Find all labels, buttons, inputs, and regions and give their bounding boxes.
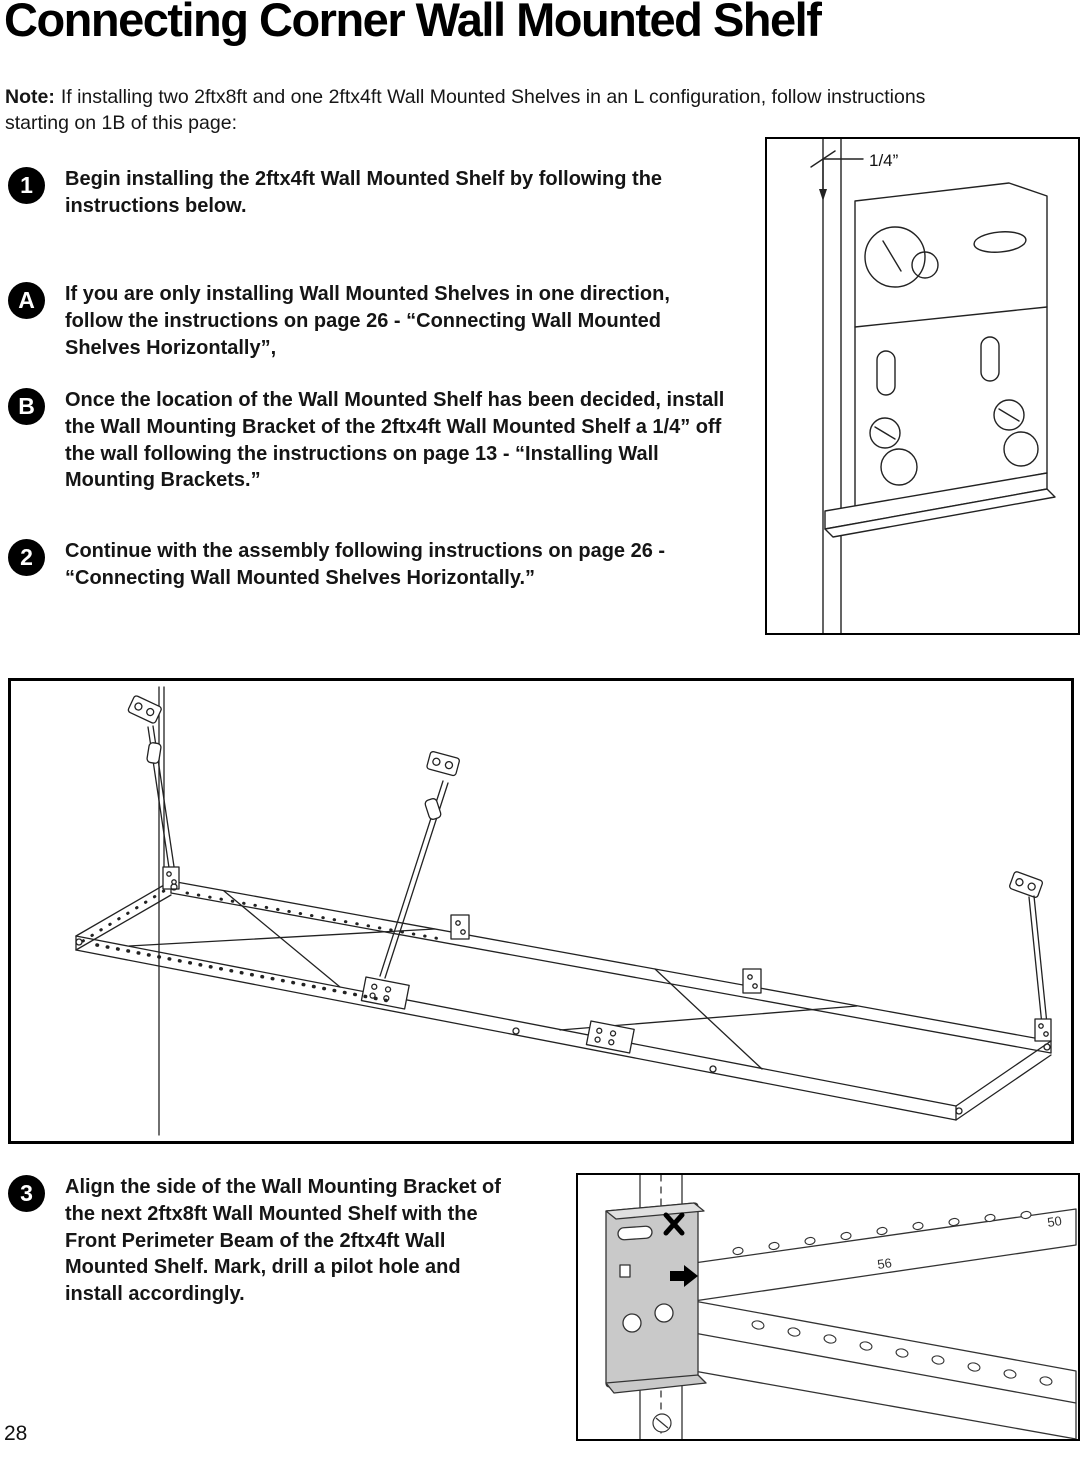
wall-anchor-bracket — [1009, 871, 1043, 898]
wire-attachment-tab — [451, 915, 469, 939]
wall-anchor-bracket — [426, 751, 460, 776]
corner-joint-figure — [576, 1173, 1080, 1441]
front-beam — [76, 950, 956, 1120]
hole-row — [83, 889, 167, 941]
step-b — [8, 387, 725, 494]
joint-plate — [361, 977, 409, 1009]
wall-anchor-bracket — [127, 695, 162, 724]
note-label: Note: — [5, 86, 55, 108]
bracket-plate — [855, 183, 1047, 509]
corner-screw — [76, 939, 82, 945]
bracket-detail-figure — [765, 137, 1080, 635]
step-3 — [8, 1174, 520, 1308]
hole-row — [97, 945, 389, 1001]
hole-row — [187, 893, 441, 939]
part-number-label: 56 — [876, 1255, 893, 1272]
step-2-badge: 2 — [8, 539, 45, 576]
bolt — [513, 1028, 519, 1034]
bracket-slot — [618, 1226, 653, 1240]
step-a-text: If you are only installing Wall Mounted Shelves in one direction, follow the instructions on page 26 - “Connecting Wall Mounted Shelves Horizontally”, — [65, 283, 670, 359]
corner-joint-drawing — [578, 1175, 1078, 1439]
dimension-label: 1/4” — [869, 151, 899, 170]
note-text: If installing two 2ftx8ft and one 2ftx4ft Wall Mounted Shelves in an L configuration, follow instructions starting on 1B of this page: — [5, 86, 926, 135]
back-beam — [171, 881, 1051, 1041]
step-2-text: Continue with the assembly following instructions on page 26 - “Connecting Wall Mounted Shelves Horizontally.” — [65, 540, 666, 589]
step-a — [8, 281, 725, 361]
left-end-beam — [76, 895, 171, 950]
shelf-assembly-figure — [8, 678, 1074, 1144]
step-b-badge: B — [8, 388, 45, 425]
side-beam — [694, 1301, 1076, 1439]
step-3-badge: 3 — [8, 1175, 45, 1212]
shelf-assembly-drawing — [11, 681, 1071, 1141]
right-end-beam — [956, 1041, 1051, 1106]
wire-attachment-tab — [1035, 1019, 1051, 1041]
bolt — [710, 1066, 716, 1072]
page-title: Connecting Corner Wall Mounted Shelf — [4, 0, 821, 46]
note — [5, 84, 990, 137]
corner-screw — [956, 1108, 962, 1114]
cross-brace — [129, 929, 435, 946]
right-end-beam — [956, 1055, 1051, 1120]
step-b-text: Once the location of the Wall Mounted Shelf has been decided, install the Wall Mounting Bracket of the 2ftx4ft Wall Mounted Shelf a 1/4” off the wall following the instructions on page 13 - “Installing Wall Mounting Brackets.” — [65, 389, 725, 492]
step-1-badge: 1 — [8, 167, 45, 204]
step-3-text: Align the side of the Wall Mounting Bracket of the next 2ftx8ft Wall Mounted Shelf with the Front Perimeter Beam of the 2ftx4ft Wall Mounted Shelf. Mark, drill a pilot hole and install accordingly. — [65, 1176, 501, 1306]
bracket-square-hole — [620, 1265, 630, 1277]
step-1 — [8, 166, 730, 220]
joint-plate — [586, 1021, 634, 1053]
step-2 — [8, 538, 735, 592]
step-1-text: Begin installing the 2ftx4ft Wall Mounted Shelf by following the instructions below. — [65, 168, 663, 217]
corner-screw — [1044, 1044, 1050, 1050]
left-end-beam — [76, 881, 171, 936]
bracket-hole — [655, 1304, 673, 1322]
bracket-hole — [623, 1314, 641, 1332]
part-number-label: 50 — [1046, 1213, 1063, 1230]
front-beam — [76, 936, 956, 1106]
wire-attachment-tab — [743, 969, 761, 993]
bracket-detail-drawing — [767, 139, 1078, 633]
step-a-badge: A — [8, 282, 45, 319]
page-number: 28 — [4, 1422, 28, 1445]
